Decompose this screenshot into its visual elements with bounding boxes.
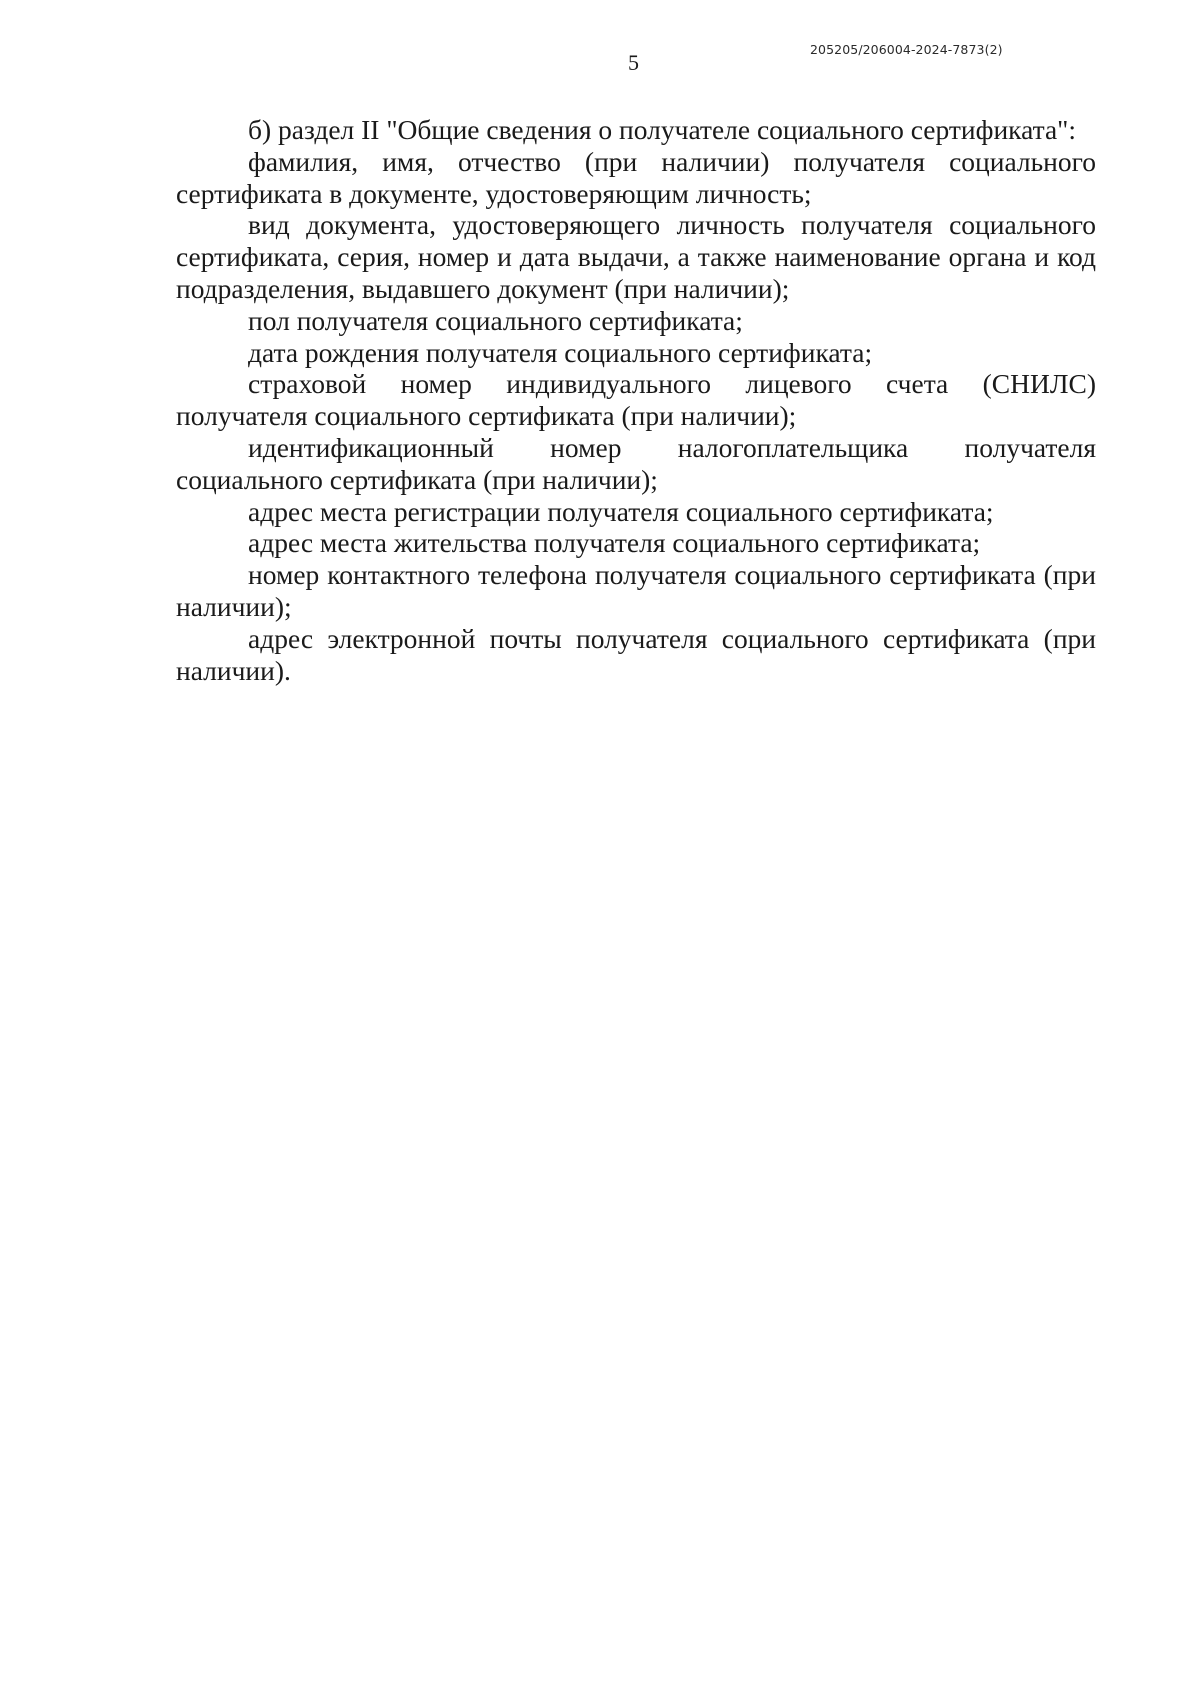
paragraph-sex: пол получателя социального сертификата; <box>248 304 743 336</box>
paragraph-full-name: фамилия, имя, отчество (при наличии) получателя социального сертификата в документе, удостоверяющим личность; <box>176 145 1096 209</box>
document-code: 205205/206004-2024-7873(2) <box>810 42 1003 57</box>
paragraph-snils: страховой номер индивидуального лицевого счета (СНИЛС) получателя социального сертификата (при наличии); <box>176 368 1096 432</box>
paragraph-section-heading: б) раздел II "Общие сведения о получателе социального сертификата": <box>248 114 1077 145</box>
paragraph-registration-address: адрес места регистрации получателя социального сертификата; <box>248 495 994 527</box>
paragraph-birth-date: дата рождения получателя социального сертификата; <box>248 336 873 368</box>
paragraph-phone: номер контактного телефона получателя социального сертификата (при наличии); <box>176 559 1096 622</box>
paragraph-inn: идентификационный номер налогоплательщика получателя социального сертификата (при наличии); <box>176 431 1096 495</box>
paragraph-identity-document: вид документа, удостоверяющего личность получателя социального сертификата, серия, номер и дата выдачи, а также наименование органа и код подразделения, выдавшего документ (при наличии); <box>176 209 1096 304</box>
paragraph-email: адрес электронной почты получателя социального сертификата (при наличии). <box>176 622 1096 686</box>
paragraph-residence-address: адрес места жительства получателя социального сертификата; <box>248 527 981 559</box>
page-number: 5 <box>628 50 639 75</box>
document-body <box>176 114 1096 686</box>
